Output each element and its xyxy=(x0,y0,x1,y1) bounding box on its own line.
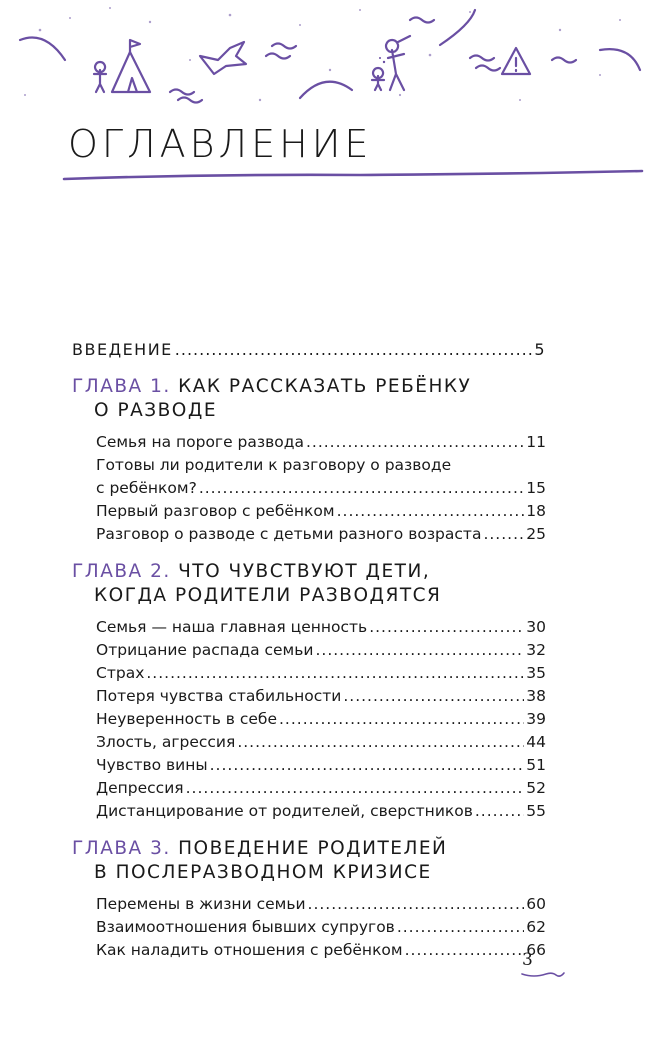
toc-entry-page: 11 xyxy=(526,433,546,451)
leader-dots xyxy=(343,685,524,708)
leader-dots xyxy=(308,893,525,916)
toc-entry[interactable] xyxy=(72,754,546,777)
toc-entry[interactable] xyxy=(72,500,546,523)
toc-entry-label: Чувство вины xyxy=(96,756,208,774)
toc-entry-page: 62 xyxy=(526,918,546,936)
toc-entry-page: 39 xyxy=(526,710,546,728)
leader-dots xyxy=(279,708,524,731)
bird-icon xyxy=(200,42,246,74)
toc-entry[interactable] xyxy=(72,477,546,500)
page-title: ОГЛАВЛЕНИЕ xyxy=(68,122,373,166)
chapter-title: ЧТО ЧУВСТВУЮТ ДЕТИ, xyxy=(178,561,431,582)
chapter-title: КАК РАССКАЗАТЬ РЕБЁНКУ xyxy=(178,376,472,397)
toc-entry[interactable] xyxy=(72,639,546,662)
arc-right-icon xyxy=(440,10,475,45)
tent-icon xyxy=(112,52,150,92)
toc-entry-label: Неуверенность в себе xyxy=(96,710,277,728)
chapter-heading[interactable] xyxy=(72,560,546,608)
toc-entry-page: 30 xyxy=(526,618,546,636)
toc-entry-page: 55 xyxy=(526,802,546,820)
chapter-title-line2: О РАЗВОДЕ xyxy=(94,400,218,421)
child-figure-icon xyxy=(94,62,106,92)
wave-icon xyxy=(552,58,576,63)
title-underline xyxy=(60,168,644,182)
toc-entry[interactable] xyxy=(72,893,546,916)
leader-dots xyxy=(237,731,524,754)
toc-entry[interactable] xyxy=(72,939,546,962)
leader-dots xyxy=(369,616,524,639)
toc-entry[interactable] xyxy=(72,523,546,546)
toc-entry-page: 38 xyxy=(526,687,546,705)
toc-entry-page: 32 xyxy=(526,641,546,659)
toc-entry[interactable] xyxy=(72,777,546,800)
leader-dots xyxy=(405,939,525,962)
wave-icon xyxy=(266,44,296,59)
toc-entry-page: 35 xyxy=(526,664,546,682)
toc-entry-line1[interactable]: Готовы ли родители к разговору о разводе xyxy=(96,456,452,474)
toc-entry-label: Первый разговор с ребёнком xyxy=(96,502,335,520)
rainbow-icon xyxy=(600,49,640,70)
leader-dots xyxy=(175,338,533,361)
chapter-title-line2: КОГДА РОДИТЕЛИ РАЗВОДЯТСЯ xyxy=(94,585,442,606)
toc-entry-label: с ребёнком? xyxy=(96,479,197,497)
toc-entry[interactable] xyxy=(72,662,546,685)
toc-entry[interactable] xyxy=(72,616,546,639)
leader-dots xyxy=(146,662,524,685)
toc-entry-page: 51 xyxy=(526,756,546,774)
chapter-title-line2: В ПОСЛЕРАЗВОДНОМ КРИЗИСЕ xyxy=(94,862,432,883)
toc-entry-label: Как наладить отношения с ребёнком xyxy=(96,941,403,959)
toc-entry[interactable] xyxy=(72,731,546,754)
toc-entry-page: 52 xyxy=(526,779,546,797)
leader-dots xyxy=(306,431,524,454)
chapter-number: ГЛАВА 2. xyxy=(72,561,171,582)
flag-icon xyxy=(130,40,140,52)
page-number: 3 xyxy=(522,950,533,970)
leader-dots xyxy=(337,500,525,523)
chapter-title: ПОВЕДЕНИЕ РОДИТЕЛЕЙ xyxy=(178,838,448,859)
leader-dots xyxy=(210,754,525,777)
rainbow-icon xyxy=(300,82,352,98)
chapter-heading[interactable] xyxy=(72,375,546,423)
parent-child-icon xyxy=(372,36,410,90)
toc-entry[interactable] xyxy=(72,916,546,939)
toc-entry-page: 25 xyxy=(526,525,546,543)
toc-entry[interactable] xyxy=(72,431,546,454)
toc-entry-page: 18 xyxy=(526,502,546,520)
chapter-heading[interactable] xyxy=(72,837,546,885)
toc-entry-label: Семья на пороге развода xyxy=(96,433,304,451)
toc-entry-label: Отрицание распада семьи xyxy=(96,641,314,659)
toc-entry-label: Перемены в жизни семьи xyxy=(96,895,306,913)
toc-entry[interactable] xyxy=(72,708,546,731)
toc-entry-label: Дистанцирование от родителей, сверстников xyxy=(96,802,473,820)
table-of-contents xyxy=(72,338,546,962)
toc-entry-label: Депрессия xyxy=(96,779,184,797)
toc-entry-label: Разговор о разводе с детьми разного возраста xyxy=(96,525,482,543)
leader-dots xyxy=(199,477,524,500)
toc-entry[interactable] xyxy=(72,685,546,708)
toc-entry-page: 44 xyxy=(526,733,546,751)
toc-intro[interactable] xyxy=(72,338,546,361)
toc-entry[interactable] xyxy=(72,800,546,823)
wave-icon xyxy=(170,90,202,103)
toc-entry-label: Страх xyxy=(96,664,145,682)
wave-icon xyxy=(470,56,500,71)
page-number-flourish xyxy=(520,968,570,980)
leader-dots xyxy=(186,777,525,800)
chapter-number: ГЛАВА 1. xyxy=(72,376,171,397)
toc-entry-label: Злость, агрессия xyxy=(96,733,236,751)
leader-dots xyxy=(397,916,524,939)
toc-intro-label: ВВЕДЕНИЕ xyxy=(72,340,173,359)
header-illustration xyxy=(0,0,650,120)
wave-icon xyxy=(410,18,434,23)
toc-entry-page: 60 xyxy=(526,895,546,913)
toc-entry-page: 15 xyxy=(526,479,546,497)
toc-entry-label: Семья — наша главная ценность xyxy=(96,618,368,636)
leader-dots xyxy=(315,639,524,662)
chapter-number: ГЛАВА 3. xyxy=(72,838,171,859)
toc-entry-label: Потеря чувства стабильности xyxy=(96,687,342,705)
toc-intro-page: 5 xyxy=(534,340,546,359)
leader-dots xyxy=(475,800,524,823)
leader-dots xyxy=(483,523,524,546)
arc-left-icon xyxy=(20,38,65,61)
toc-entry-label: Взаимоотношения бывших супругов xyxy=(96,918,395,936)
toc-entry-page: 66 xyxy=(526,941,546,959)
warning-icon xyxy=(502,48,530,74)
